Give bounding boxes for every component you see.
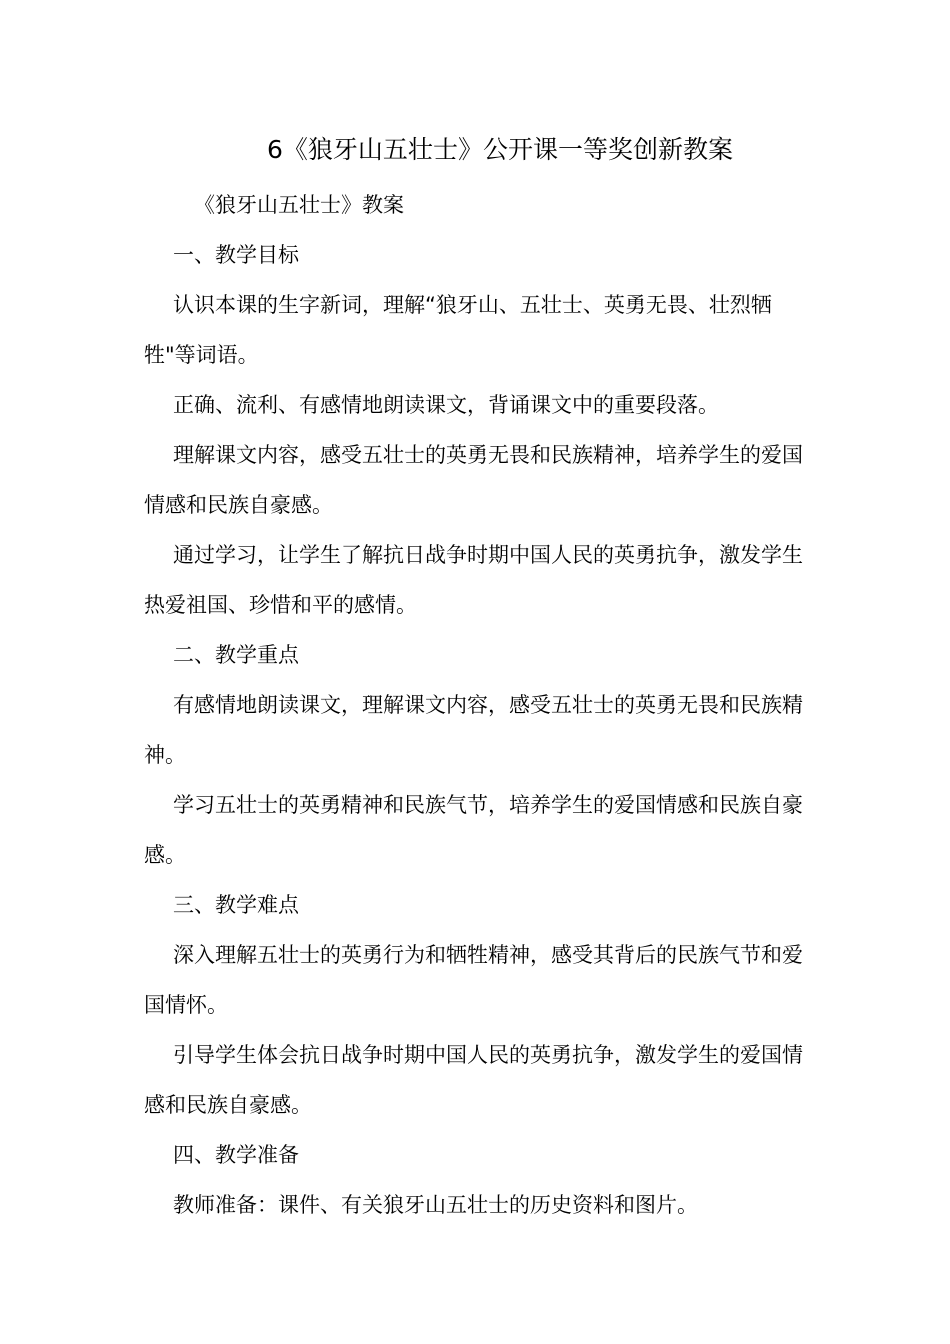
section-heading-difficulties: 三、教学难点 <box>173 893 299 917</box>
key-point-paragraph-1: 有感情地朗读课文，理解课文内容，感受五壮士的英勇无畏和民族精神。 <box>144 693 803 767</box>
objective-paragraph-1: 认识本课的生字新词，理解“狼牙山、五壮士、英勇无畏、壮烈牺牲"等词语。 <box>144 293 772 367</box>
document-title: 6《狼牙山五壮士》公开课一等奖创新教案 <box>267 135 733 164</box>
difficulty-paragraph-1: 深入理解五壮士的英勇行为和牺牲精神，感受其背后的民族气节和爱国情怀。 <box>144 943 803 1017</box>
objective-paragraph-4: 通过学习，让学生了解抗日战争时期中国人民的英勇抗争，激发学生热爱祖国、珍惜和平的感情。 <box>144 543 803 617</box>
preparation-paragraph-1: 教师准备：课件、有关狼牙山五壮士的历史资料和图片。 <box>173 1193 698 1217</box>
document-body <box>144 180 808 1230</box>
section-heading-key-points: 二、教学重点 <box>173 643 299 667</box>
objective-paragraph-3: 理解课文内容，感受五壮士的英勇无畏和民族精神，培养学生的爱国情感和民族自豪感。 <box>144 443 803 517</box>
section-heading-objectives: 一、教学目标 <box>173 243 299 267</box>
difficulty-paragraph-2: 引导学生体会抗日战争时期中国人民的英勇抗争，激发学生的爱国情感和民族自豪感。 <box>144 1043 803 1117</box>
key-point-paragraph-2: 学习五壮士的英勇精神和民族气节，培养学生的爱国情感和民族自豪感。 <box>144 793 803 867</box>
lesson-plan-subtitle: 《狼牙山五壮士》教案 <box>194 193 404 217</box>
section-heading-preparation: 四、教学准备 <box>173 1143 299 1167</box>
objective-paragraph-2: 正确、流利、有感情地朗读课文，背诵课文中的重要段落。 <box>173 393 719 417</box>
